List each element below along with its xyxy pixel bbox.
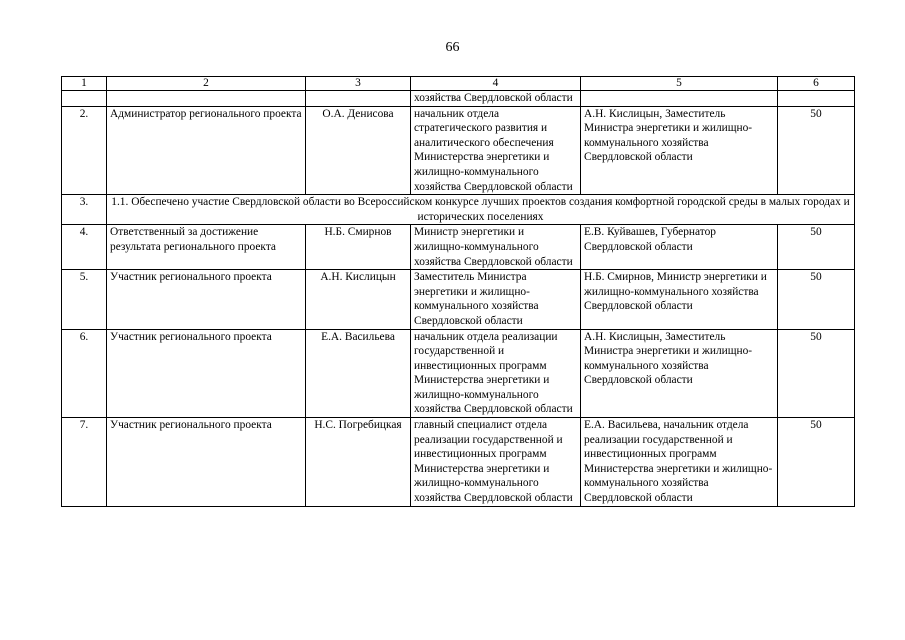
role-cell: Участник регионального проекта xyxy=(107,270,306,329)
share-cell: 50 xyxy=(778,418,855,507)
role-cell: Участник регионального проекта xyxy=(107,329,306,418)
position-cell: Министр энергетики и жилищно-коммунального хозяйства Свердловской области xyxy=(411,225,581,270)
section-title: 1.1. Обеспечено участие Свердловской области во Всероссийском конкурсе лучших проектов создания комфортной городской среды в малых городах и исторических поселениях xyxy=(107,195,855,225)
table-row xyxy=(62,225,855,270)
page-number: 66 xyxy=(445,40,460,55)
supervisor-cell: Е.А. Васильева, начальник отдела реализации государственной и инвестиционных программ Министерства энергетики и жилищно-коммунального хозяйства Свердловской области xyxy=(581,418,778,507)
role-cell xyxy=(107,91,306,107)
header-cell: 1 xyxy=(62,77,107,91)
name-cell: Н.С. Погребицкая xyxy=(306,418,411,507)
row-number: 3. xyxy=(62,195,107,225)
share-cell: 50 xyxy=(778,270,855,329)
position-cell: главный специалист отдела реализации государственной и инвестиционных программ Министерства энергетики и жилищно-коммунального хозяйства Свердловской области xyxy=(411,418,581,507)
position-cell: хозяйства Свердловской области xyxy=(411,91,581,107)
row-number: 2. xyxy=(62,106,107,195)
name-cell: Е.А. Васильева xyxy=(306,329,411,418)
name-cell: О.А. Денисова xyxy=(306,106,411,195)
share-cell: 50 xyxy=(778,329,855,418)
header-cell: 5 xyxy=(581,77,778,91)
supervisor-cell: Е.В. Куйвашев, Губернатор Свердловской области xyxy=(581,225,778,270)
table-header-row xyxy=(62,77,855,91)
row-number: 7. xyxy=(62,418,107,507)
supervisor-cell: Н.Б. Смирнов, Министр энергетики и жилищно-коммунального хозяйства Свердловской области xyxy=(581,270,778,329)
share-cell: 50 xyxy=(778,106,855,195)
position-cell: начальник отдела реализации государственной и инвестиционных программ Министерства энергетики и жилищно-коммунального хозяйства Свердловской области xyxy=(411,329,581,418)
name-cell: А.Н. Кислицын xyxy=(306,270,411,329)
supervisor-cell: А.Н. Кислицын, Заместитель Министра энергетики и жилищно-коммунального хозяйства Свердловской области xyxy=(581,106,778,195)
name-cell: Н.Б. Смирнов xyxy=(306,225,411,270)
role-cell: Участник регионального проекта xyxy=(107,418,306,507)
supervisor-cell xyxy=(581,91,778,107)
header-cell: 2 xyxy=(107,77,306,91)
role-cell: Администратор регионального проекта xyxy=(107,106,306,195)
role-cell: Ответственный за достижение результата регионального проекта xyxy=(107,225,306,270)
row-number: 4. xyxy=(62,225,107,270)
table-row xyxy=(62,329,855,418)
share-cell: 50 xyxy=(778,225,855,270)
table-row xyxy=(62,270,855,329)
section-row xyxy=(62,195,855,225)
share-cell xyxy=(778,91,855,107)
table-row xyxy=(62,418,855,507)
header-cell: 6 xyxy=(778,77,855,91)
table-row xyxy=(62,91,855,107)
header-cell: 3 xyxy=(306,77,411,91)
row-number xyxy=(62,91,107,107)
table-row xyxy=(62,106,855,195)
position-cell: Заместитель Министра энергетики и жилищно-коммунального хозяйства Свердловской области xyxy=(411,270,581,329)
header-cell: 4 xyxy=(411,77,581,91)
position-cell: начальник отдела стратегического развития и аналитического обеспечения Министерства энергетики и жилищно-коммунального хозяйства Свердловской области xyxy=(411,106,581,195)
project-participants-table xyxy=(61,76,855,507)
row-number: 6. xyxy=(62,329,107,418)
supervisor-cell: А.Н. Кислицын, Заместитель Министра энергетики и жилищно-коммунального хозяйства Свердловской области xyxy=(581,329,778,418)
row-number: 5. xyxy=(62,270,107,329)
name-cell xyxy=(306,91,411,107)
